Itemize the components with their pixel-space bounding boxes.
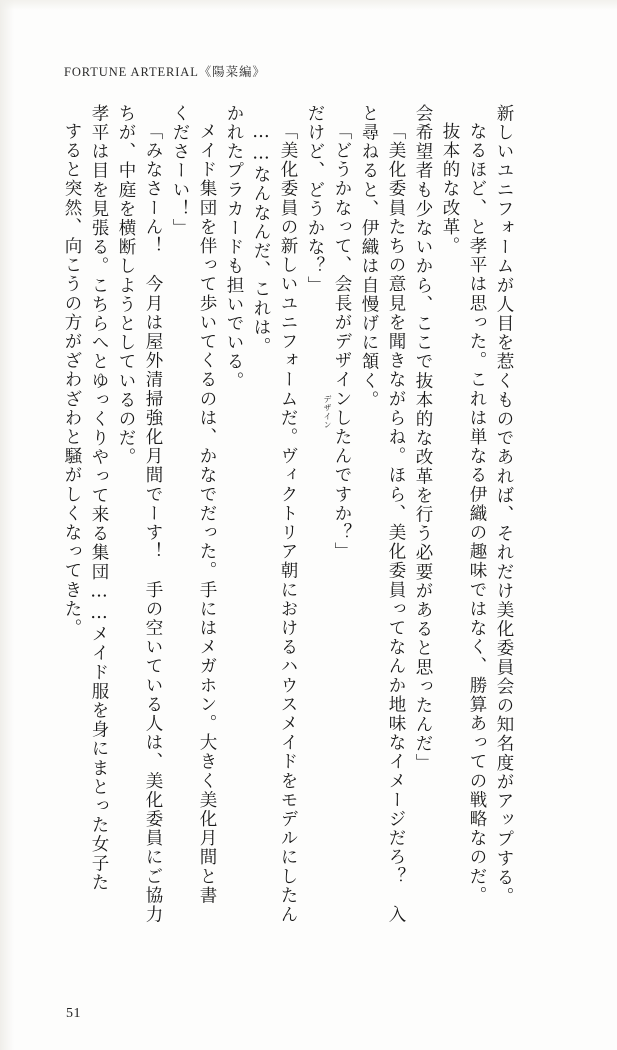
text-column: 新しいユニフォームが人目を惹くものであれば、それだけ美化委員会の知名度がアップする。 <box>494 104 514 907</box>
text-column: かれたプラカードも担いでいる。 <box>224 104 244 391</box>
text-column: だけど、どうかな？」 <box>305 104 325 295</box>
text-column: 会希望者も少ないから、ここで抜本的な改革を行う必要があると思ったんだ」 <box>413 104 433 773</box>
page-edge-shade-top <box>0 0 617 10</box>
text-column: 「どうかなって、会長がデザインしたんですか？」 <box>332 122 352 562</box>
text-column: と尋ねると、伊織は自慢げに頷く。 <box>359 104 379 410</box>
text-column: ……なんなんだ、これは。 <box>251 122 271 357</box>
text-column: メイド集団を伴って歩いてくるのは、かなでだった。手にはメガホン。大きく美化月間と書 <box>197 122 217 906</box>
page-number: 51 <box>66 1006 81 1021</box>
text-column: ちが、中庭を横断しようとしているのだ。 <box>116 104 136 467</box>
vertical-text-block <box>54 104 569 954</box>
text-column: くださーい！」 <box>170 104 190 238</box>
text-column: 「みなさーん！ 今月は屋外清掃強化月間でーす！ 手の空いている人は、美化委員にご協力 <box>143 122 163 925</box>
text-column: なるほど、と孝平は思った。これは単なる伊織の趣味ではなく、勝算あっての戦略なのだ。 <box>467 122 487 906</box>
ruby-gloss-design: デザイン <box>323 395 332 429</box>
text-column: 孝平は目を見張る。こちらへとゆっくりやって来る集団……メイド服を身にまとった女子た <box>89 104 109 893</box>
text-column: すると突然、向こうの方がざわざわと騒がしくなってきた。 <box>62 122 82 638</box>
running-head: FORTUNE ARTERIAL《陽菜編》 <box>64 65 266 79</box>
text-column: 抜本的な改革。 <box>440 122 460 256</box>
text-column: 「美化委員の新しいユニフォームだ。ヴィクトリア朝におけるハウスメイドをモデルにしたん <box>278 122 298 925</box>
page-edge-shade-left <box>0 0 14 1050</box>
text-column: 「美化委員たちの意見を聞きながらね。ほら、美化委員ってなんか地味なイメージだろ？ 入 <box>386 122 406 925</box>
